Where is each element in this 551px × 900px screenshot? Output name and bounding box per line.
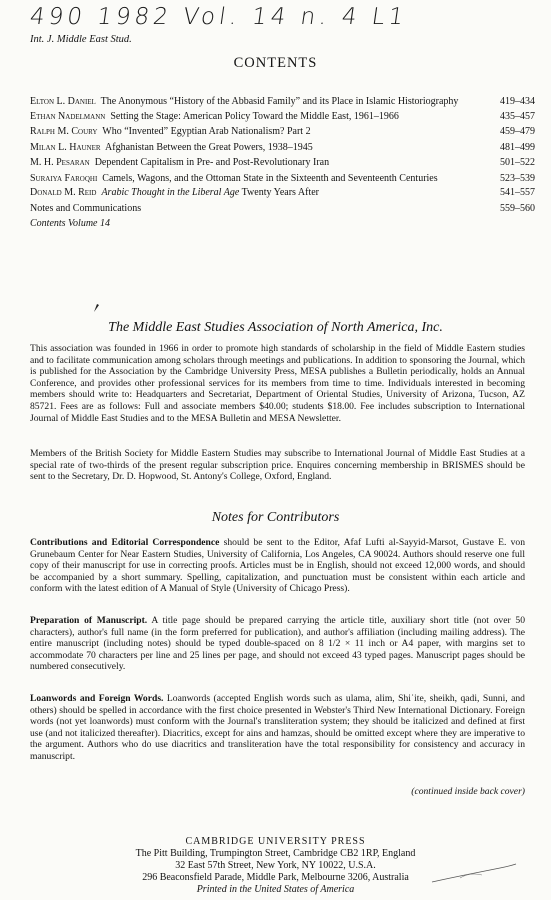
toc-title: The Anonymous “History of the Abbasid Family” and its Place in Islamic Historiography (100, 96, 459, 107)
pen-mark-icon (90, 302, 102, 314)
publisher-address-us: 32 East 57th Street, New York, NY 10022, U.S.A. (175, 860, 376, 871)
notes-heading: Notes for Contributors (211, 510, 340, 525)
section-heading: Contributions and Editorial Correspondence (30, 537, 220, 548)
section-text: A title page should be prepared carrying the article title, auxiliary short title (not over 50 characters), author's full name (in the form preferred for publication), and author's affiliation (including mailing address). The entire manuscript (including notes) should be typed double-spaced on 8 1/2 × 11 inch or A4 paper, with margins set to accommodate 70 characters per line and 25 lines per page, and should not exceed 43 typed pages. Manuscript pages should be numbered consecutively. (30, 615, 525, 673)
section-text: Loanwords (accepted English words such as ulama, alim, Shiʿite, sheikh, qadi, Sunni, and others) should be spelled in accordance with the first choice presented in Webster's Third New International Dictionary. Foreign words (not yet loanwords) must conform with the Journal's transliteration system; they should be italicized and defined at first use (and not italicized thereafter). Diacritics, except for ains and hamzas, should be omitted except where they are imperative to the argument. Authors who do use diacritics and transliteration have the total responsibility for consistency and accuracy in manuscript. (30, 693, 525, 762)
toc-title: Dependent Capitalism in Pre- and Post-Revolutionary Iran (94, 157, 330, 168)
toc-pages: 459–479 (500, 126, 535, 137)
toc-pages: 541–557 (500, 187, 535, 198)
table-of-contents (30, 96, 535, 231)
toc-entry (30, 187, 535, 200)
printed-in-note: Printed in the United States of America (196, 884, 355, 895)
toc-title-italic: Contents Volume 14 (30, 218, 110, 229)
toc-author: Suraiya Faroqhi (30, 172, 98, 184)
toc-entry (30, 218, 535, 231)
toc-pages: 435–457 (500, 110, 535, 122)
toc-entry (30, 157, 535, 170)
toc-pages: 523–539 (500, 172, 535, 184)
toc-title: Who “Invented” Egyptian Arab Nationalism? Part 2 (102, 126, 311, 137)
toc-author: Elton L. Daniel (30, 96, 96, 107)
toc-pages: 501–522 (500, 157, 535, 168)
publisher-address-uk: The Pitt Building, Trumpington Street, Cambridge CB2 1RP, England (135, 848, 416, 859)
toc-entry (30, 126, 535, 139)
toc-title: Camels, Wagons, and the Ottoman State in the Sixteenth and Seventeenth Centuries (102, 172, 438, 184)
toc-title-italic: Arabic Thought in the Liberal Age (101, 187, 240, 198)
toc-pages: 419–434 (500, 96, 535, 107)
association-paragraph-1: This association was founded in 1966 in order to promote high standards of scholarship in the field of Middle Eastern studies and to facilitate communication among scholars through meetings and publications. In addition to sponsoring the Journal, which is published for the Association by the Cambridge University Press, MESA publishes a Bulletin periodically, holds an Annual Conference, and provides other professional services for its members from time to time. Individuals interested in becoming members should write to: Headquarters and Secretariat, Department of Oriental Studies, University of Arizona, Tucson, AZ 85721. Fees are as follows: Full and associate members $40.00; students $18.00. Fee includes subscription to International Journal of Middle East Studies and to the MESA Bulletin and MESA Newsletter. (30, 343, 525, 424)
toc-entry (30, 203, 535, 216)
section-text: should be sent to the Editor, Afaf Lufti al-Sayyid-Marsot, Gustave E. von Grunebaum Center for Near Eastern Studies, University of California, Los Angeles, CA 90024. Authors should reserve one full copy of their manuscript for use in correcting proofs. Articles must be in English, should not exceed 12,000 words, and should be accompanied by a short summary. Spelling, capitalization, and punctuation must be consistent within each article and conform with the latest edition of A Manual of Style (University of Chicago Press). (30, 537, 525, 595)
toc-author: Milan L. Hauner (30, 141, 101, 153)
notes-section-loanwords (30, 693, 525, 763)
toc-author: Ethan Nadelmann (30, 110, 106, 122)
section-heading: Loanwords and Foreign Words. (30, 693, 164, 704)
journal-abbreviation: Int. J. Middle East Stud. (30, 34, 132, 45)
publisher-name: CAMBRIDGE UNIVERSITY PRESS (185, 836, 366, 847)
pen-scribble-icon (430, 860, 520, 890)
toc-entry (30, 142, 535, 155)
toc-pages: 559–560 (500, 202, 535, 214)
toc-entry (30, 111, 535, 124)
toc-entry (30, 173, 535, 186)
contents-heading: CONTENTS (233, 55, 318, 71)
toc-author: Donald M. Reid (30, 187, 97, 198)
section-heading: Preparation of Manuscript. (30, 615, 148, 626)
toc-entry (30, 96, 535, 109)
continued-note: (continued inside back cover) (411, 786, 525, 797)
toc-title: Twenty Years After (239, 187, 319, 198)
toc-title: Afghanistan Between the Great Powers, 1938–1945 (105, 141, 313, 153)
publisher-address-au: 296 Beaconsfield Parade, Middle Park, Melbourne 3206, Australia (142, 872, 409, 883)
toc-pages: 481–499 (500, 141, 535, 153)
association-heading: The Middle East Studies Association of North America, Inc. (108, 320, 443, 335)
association-paragraph-2: Members of the British Society for Middle Eastern Studies may subscribe to International Journal of Middle East Studies at a special rate of two-thirds of the present regular subscription price. Enquires concerning membership in BRISMES should be sent to the Secretary, Dr. D. Hopwood, St. Antony's College, Oxford, England. (30, 448, 525, 483)
notes-section-manuscript (30, 615, 525, 673)
notes-section-correspondence (30, 537, 525, 595)
handwritten-catalog-note: 490 1982 Vol. 14 n. 4 L1 (28, 4, 410, 30)
toc-author: M. H. Pesaran (30, 157, 90, 168)
toc-title: Setting the Stage: American Policy Toward the Middle East, 1961–1966 (110, 110, 399, 122)
toc-author: Ralph M. Coury (30, 126, 98, 137)
toc-title: Notes and Communications (30, 202, 142, 214)
